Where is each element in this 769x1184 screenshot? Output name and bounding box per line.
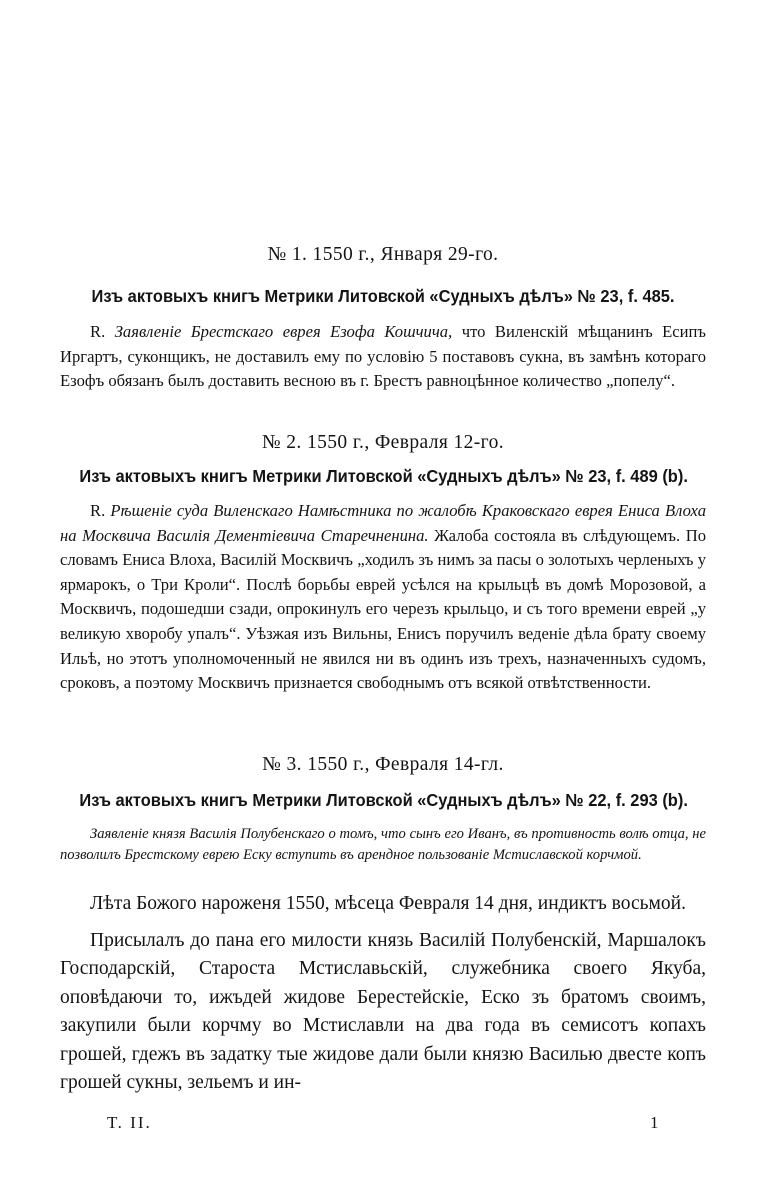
document-body [60,890,706,1098]
entry-2-summary [60,499,706,696]
entry-1-title: № 1. 1550 г., Января 29-го. [267,244,499,265]
entry-1-italic: Заявленіе Брестскаго еврея Езофа Кошчича, [114,322,453,341]
entry-1-source: Изъ актовыхъ книгъ Метрики Литовской «Судныхъ дѣлъ» № 23, f. 485. [91,286,675,306]
volume-label: Т. II. [107,1113,152,1132]
entry-3-title: № 3. 1550 г., Февраля 14-гл. [262,754,504,775]
body-paragraph-1 [60,890,706,919]
entry-2-rest: Жалоба состояла въ слѣдующемъ. По словамъ Ениса Влоха, Василій Москвичъ „ходилъ зъ нимъ за пасы о золотыхъ черленыхъ у ярмарокъ, о Три Кроли“. Послѣ борьбы еврей усѣлся на крыльцѣ въ домѣ Морозовой, а Москвичъ, подошедши сзади, опрокинулъ его черезъ крыльцо, и съ того времени еврей „у великую хворобу упалъ“. Уѣзжая изъ Вильны, Енисъ поручилъ веденіе дѣла брату своему Ильѣ, но этотъ уполномоченный не явился ни въ одинъ изъ трехъ, назначенныхъ судомъ, сроковъ, а поэтому Москвичъ признается свободнымъ отъ всякой отвѣтственности. [60,525,707,693]
entry-1-summary [60,320,706,394]
entry-2-italic: Рѣшеніе суда Виленскаго Намѣстника по жалобѣ Краковскаго еврея Ениса Влоха на Москвича Василія Дементіевича Старечненина. [60,501,707,545]
page-number: 1 [650,1113,659,1132]
entry-3-summary [60,824,706,866]
entry-2-letter: R. [90,501,106,520]
entry-3-italic-summary: Заявленіе князя Василія Полубенскаго о томъ, что сынъ его Иванъ, въ противность волѣ отца, не позволилъ Брестскому еврею Еску вступить въ арендное пользованіе Мстиславской корчмой. [60,826,706,863]
entry-3-source: Изъ актовыхъ книгъ Метрики Литовской «Судныхъ дѣлъ» № 22, f. 293 (b). [79,790,688,810]
entry-1-rest: что Виленскій мѣщанинъ Есипъ Иргартъ, суконщикъ, не доставилъ ему по условію 5 поставовъ сукна, въ замѣнъ котораго Езофъ обязанъ былъ доставить весною въ г. Брестъ равноцѣнное количество „попелу“. [60,322,706,391]
entry-2-title: № 2. 1550 г., Февраля 12-го. [261,432,505,453]
body-paragraph-2-text: Присылалъ до пана его милости князь Василій Полубенскій, Маршалокъ Господарскій, Староста Мстиславьскій, служебника своего Якуба, оповѣдаючи то, ижъдей жидове Берестейскіе, Еско зъ братомъ своимъ, закупили были корчму во Мстиславли на два года въ семисотъ копахъ грошей, гдежъ въ задатку тые жидове дали были князю Василью двесте копъ грошей сукны, зельемъ и ин- [60,929,706,1093]
body-paragraph-1-text: Лѣта Божого нароженя 1550, мѣсеца Февраля 14 дня, индиктъ восьмой. [90,893,686,914]
body-paragraph-2 [60,927,706,1098]
entry-1-letter: R. [90,322,106,341]
entry-2-source: Изъ актовыхъ книгъ Метрики Литовской «Судныхъ дѣлъ» № 23, f. 489 (b). [79,466,688,486]
